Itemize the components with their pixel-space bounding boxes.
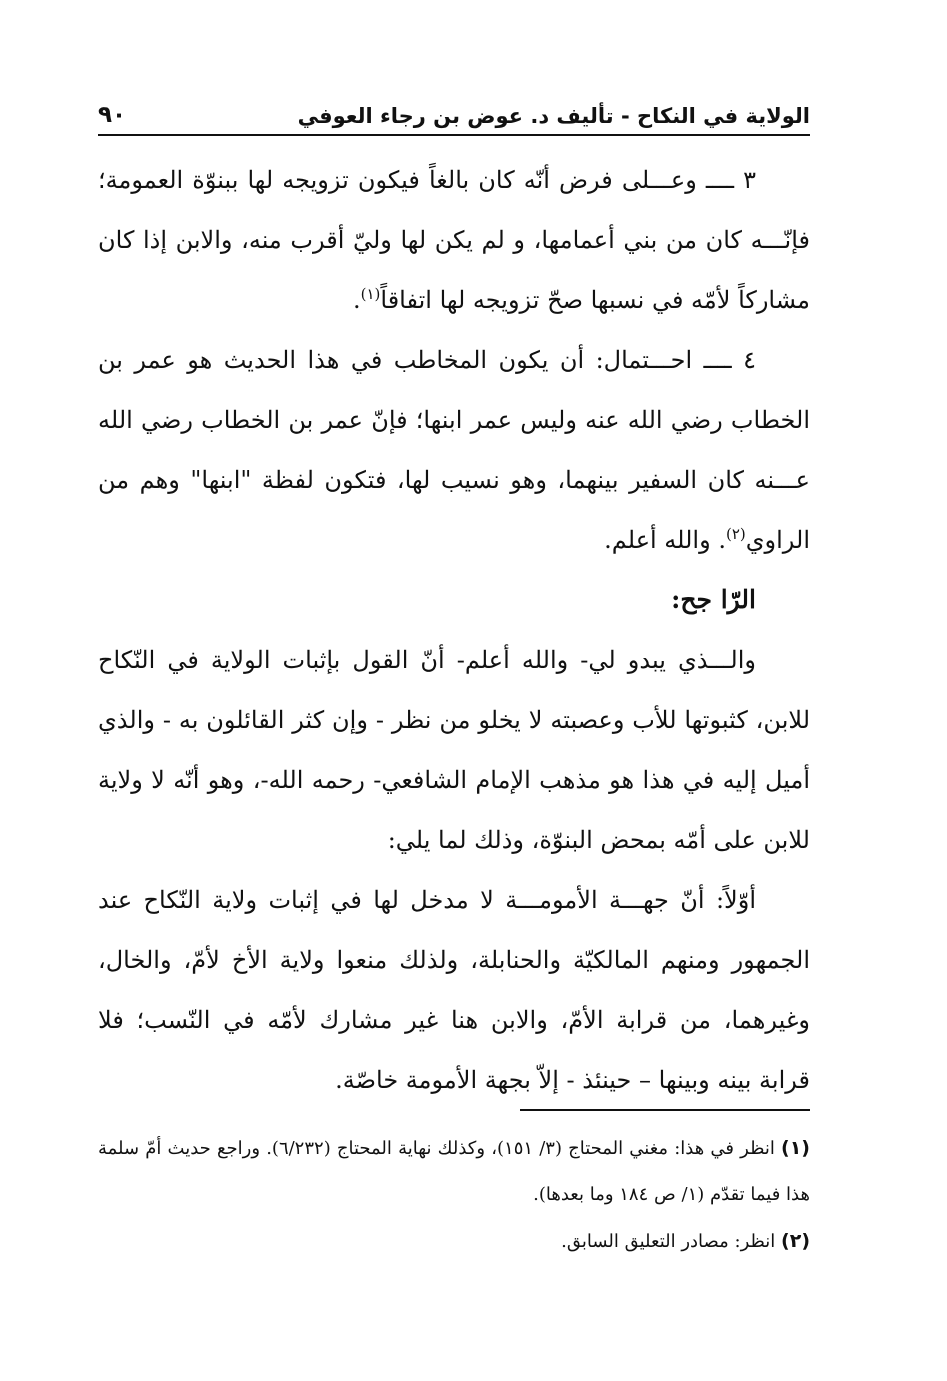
paragraph-point-3 — [98, 150, 810, 330]
footnote-separator — [520, 1109, 810, 1111]
paragraph-text-end: . والله أعلم. — [604, 526, 726, 554]
paragraph-text-end: . — [352, 286, 361, 314]
footnote-reference: (٢) — [725, 525, 746, 543]
footnotes — [98, 1125, 810, 1265]
footnote-reference: (١) — [360, 285, 381, 303]
page-number: ٩٠ — [98, 102, 127, 128]
footnote-text: انظر: مصادر التعليق السابق. — [561, 1231, 776, 1252]
running-title: الولاية في النكاح - تأليف د. عوض بن رجاء العوفي — [297, 104, 810, 128]
paragraph-text: ٤ ــــ احـــتمال: أن يكون المخاطب في هذا الحديث هو عمر بن الخطاب رضي الله عنه وليس عمر ابنها؛ فإنّ عمر بن الخطاب رضي الله عـــنه كان السفير بينهما، وهو نسيب لها، فتكون لفظة "ابنها" وهم من الراوي — [98, 346, 810, 554]
paragraph-first-reason: أوّلاً: أنّ جهـــة الأمومـــة لا مدخل لها في إثبات ولاية النّكاح عند الجمهور ومنهم المالكيّة والحنابلة، ولذلك منعوا ولاية الأخ لأمّ، والخال، وغيرهما، من قرابة الأمّ، والابن هنا غير مشارك لأمّه في النّسب؛ فلا قرابة بينه وبينها – حينئذ - إلاّ بجهة الأمومة خاصّة. — [98, 886, 810, 1094]
main-text — [98, 150, 810, 1110]
paragraph-preferred-view: والـــذي يبدو لي- والله أعلم- أنّ القول بإثبات الولاية في النّكاح للابن، كثبوتها للأب وعصبته لا يخلو من نظر - وإن كثر القائلون به - والذي أميل إليه في هذا هو مذهب الإمام الشافعي- رحمه الله-، وهو أنّه لا ولاية للابن على أمّه بمحض البنوّة، وذلك لما يلي: — [98, 646, 810, 854]
section-heading: الرّا جح: — [671, 585, 756, 614]
running-header — [98, 96, 810, 136]
paragraph-text: ٣ ــــ وعـــلى فرض أنّه كان بالغاً فيكون تزويجه لها ببنوّة العمومة؛ فإنّـــه كان من بني أعمامها، و لم يكن لها وليّ أقرب منه، والابن إذا كان مشاركاً لأمّه في نسبها صحّ تزويجه لها اتفاقاً — [98, 166, 810, 314]
paragraph-point-4 — [98, 330, 810, 570]
footnote-number: (١) — [781, 1137, 810, 1159]
footnote-1 — [98, 1125, 810, 1218]
footnote-number: (٢) — [781, 1230, 810, 1252]
footnote-2 — [98, 1218, 810, 1265]
footnote-text: انظر في هذا: مغني المحتاج (٣/ ١٥١)، وكذلك نهاية المحتاج (٦/٢٣٢). وراجع حديث أمّ سلمة هذا فيما تقدّم (١/ ص ١٨٤ وما بعدها). — [98, 1138, 810, 1205]
